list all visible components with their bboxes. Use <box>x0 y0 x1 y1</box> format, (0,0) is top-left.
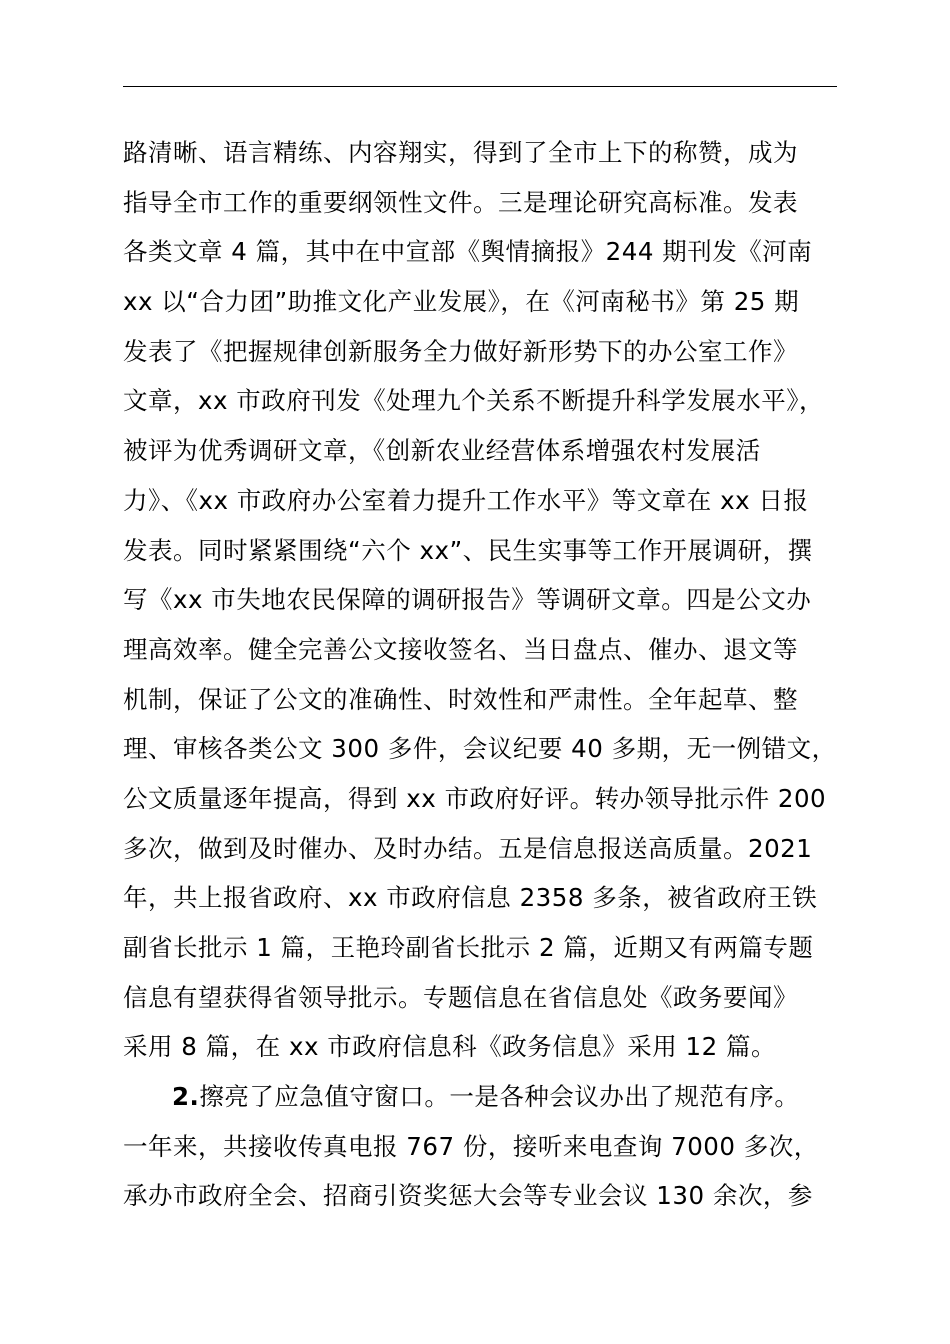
text-line: 被评为优秀调研文章，《创新农业经营体系增强农村发展活 <box>123 436 761 466</box>
text-line: 公文质量逐年提高，得到 xx 市政府好评。转办领导批示件 200 <box>123 783 827 813</box>
text-line: 理高效率。健全完善公文接收签名、当日盘点、催办、退文等 <box>123 634 798 664</box>
text-line: 指导全市工作的重要纲领性文件。三是理论研究高标准。发表 <box>123 187 798 217</box>
text-line: 机制，保证了公文的准确性、时效性和严肃性。全年起草、整 <box>123 684 798 714</box>
text-line: xx 以“合力团”助推文化产业发展》，在《河南秘书》第 25 期 <box>123 287 800 317</box>
text-line: 发表了《把握规律创新服务全力做好新形势下的办公室工作》 <box>123 336 798 366</box>
text-line: 承办市政府全会、招商引资奖惩大会等专业会议 130 余次，参 <box>123 1181 813 1211</box>
text-line: 理、审核各类公文 300 多件，会议纪要 40 多期，无一例错文， <box>123 734 837 764</box>
section-heading-text: 擦亮了应急值守窗口。一是各种会议办出了规范有序。 <box>199 1082 800 1112</box>
text-line: 写《xx 市失地农民保障的调研报告》等调研文章。四是公文办 <box>123 585 812 615</box>
text-line: 力》、《xx 市政府办公室着力提升工作水平》等文章在 xx 日报 <box>123 485 809 515</box>
paragraph-2-first-line <box>123 1072 863 1122</box>
header-rule <box>123 86 837 87</box>
text-line: 路清晰、语言精练、内容翔实，得到了全市上下的称赞，成为 <box>123 138 798 167</box>
text-line: 发表。同时紧紧围绕“六个 xx”、民生实事等工作开展调研，撰 <box>123 535 813 565</box>
text-line: 文章，xx 市政府刊发《处理九个关系不断提升科学发展水平》， <box>123 386 825 416</box>
document-body <box>123 128 863 1221</box>
text-line: 一年来，共接收传真电报 767 份，接听来电查询 7000 多次， <box>123 1131 819 1161</box>
text-line: 副省长批示 1 篇，王艳玲副省长批示 2 篇，近期又有两篇专题 <box>123 933 814 962</box>
text-line: 信息有望获得省领导批示。专题信息在省信息处《政务要闻》 <box>123 982 798 1012</box>
text-line: 采用 8 篇，在 xx 市政府信息科《政务信息》采用 12 篇。 <box>123 1032 776 1062</box>
text-line: 年，共上报省政府、xx 市政府信息 2358 多条，被省政府王铁 <box>123 883 818 913</box>
section-number: 2. <box>172 1082 200 1112</box>
text-line: 多次，做到及时催办、及时办结。五是信息报送高质量。2021 <box>123 833 813 863</box>
text-line: 各类文章 4 篇，其中在中宣部《舆情摘报》244 期刊发《河南 <box>123 237 813 267</box>
